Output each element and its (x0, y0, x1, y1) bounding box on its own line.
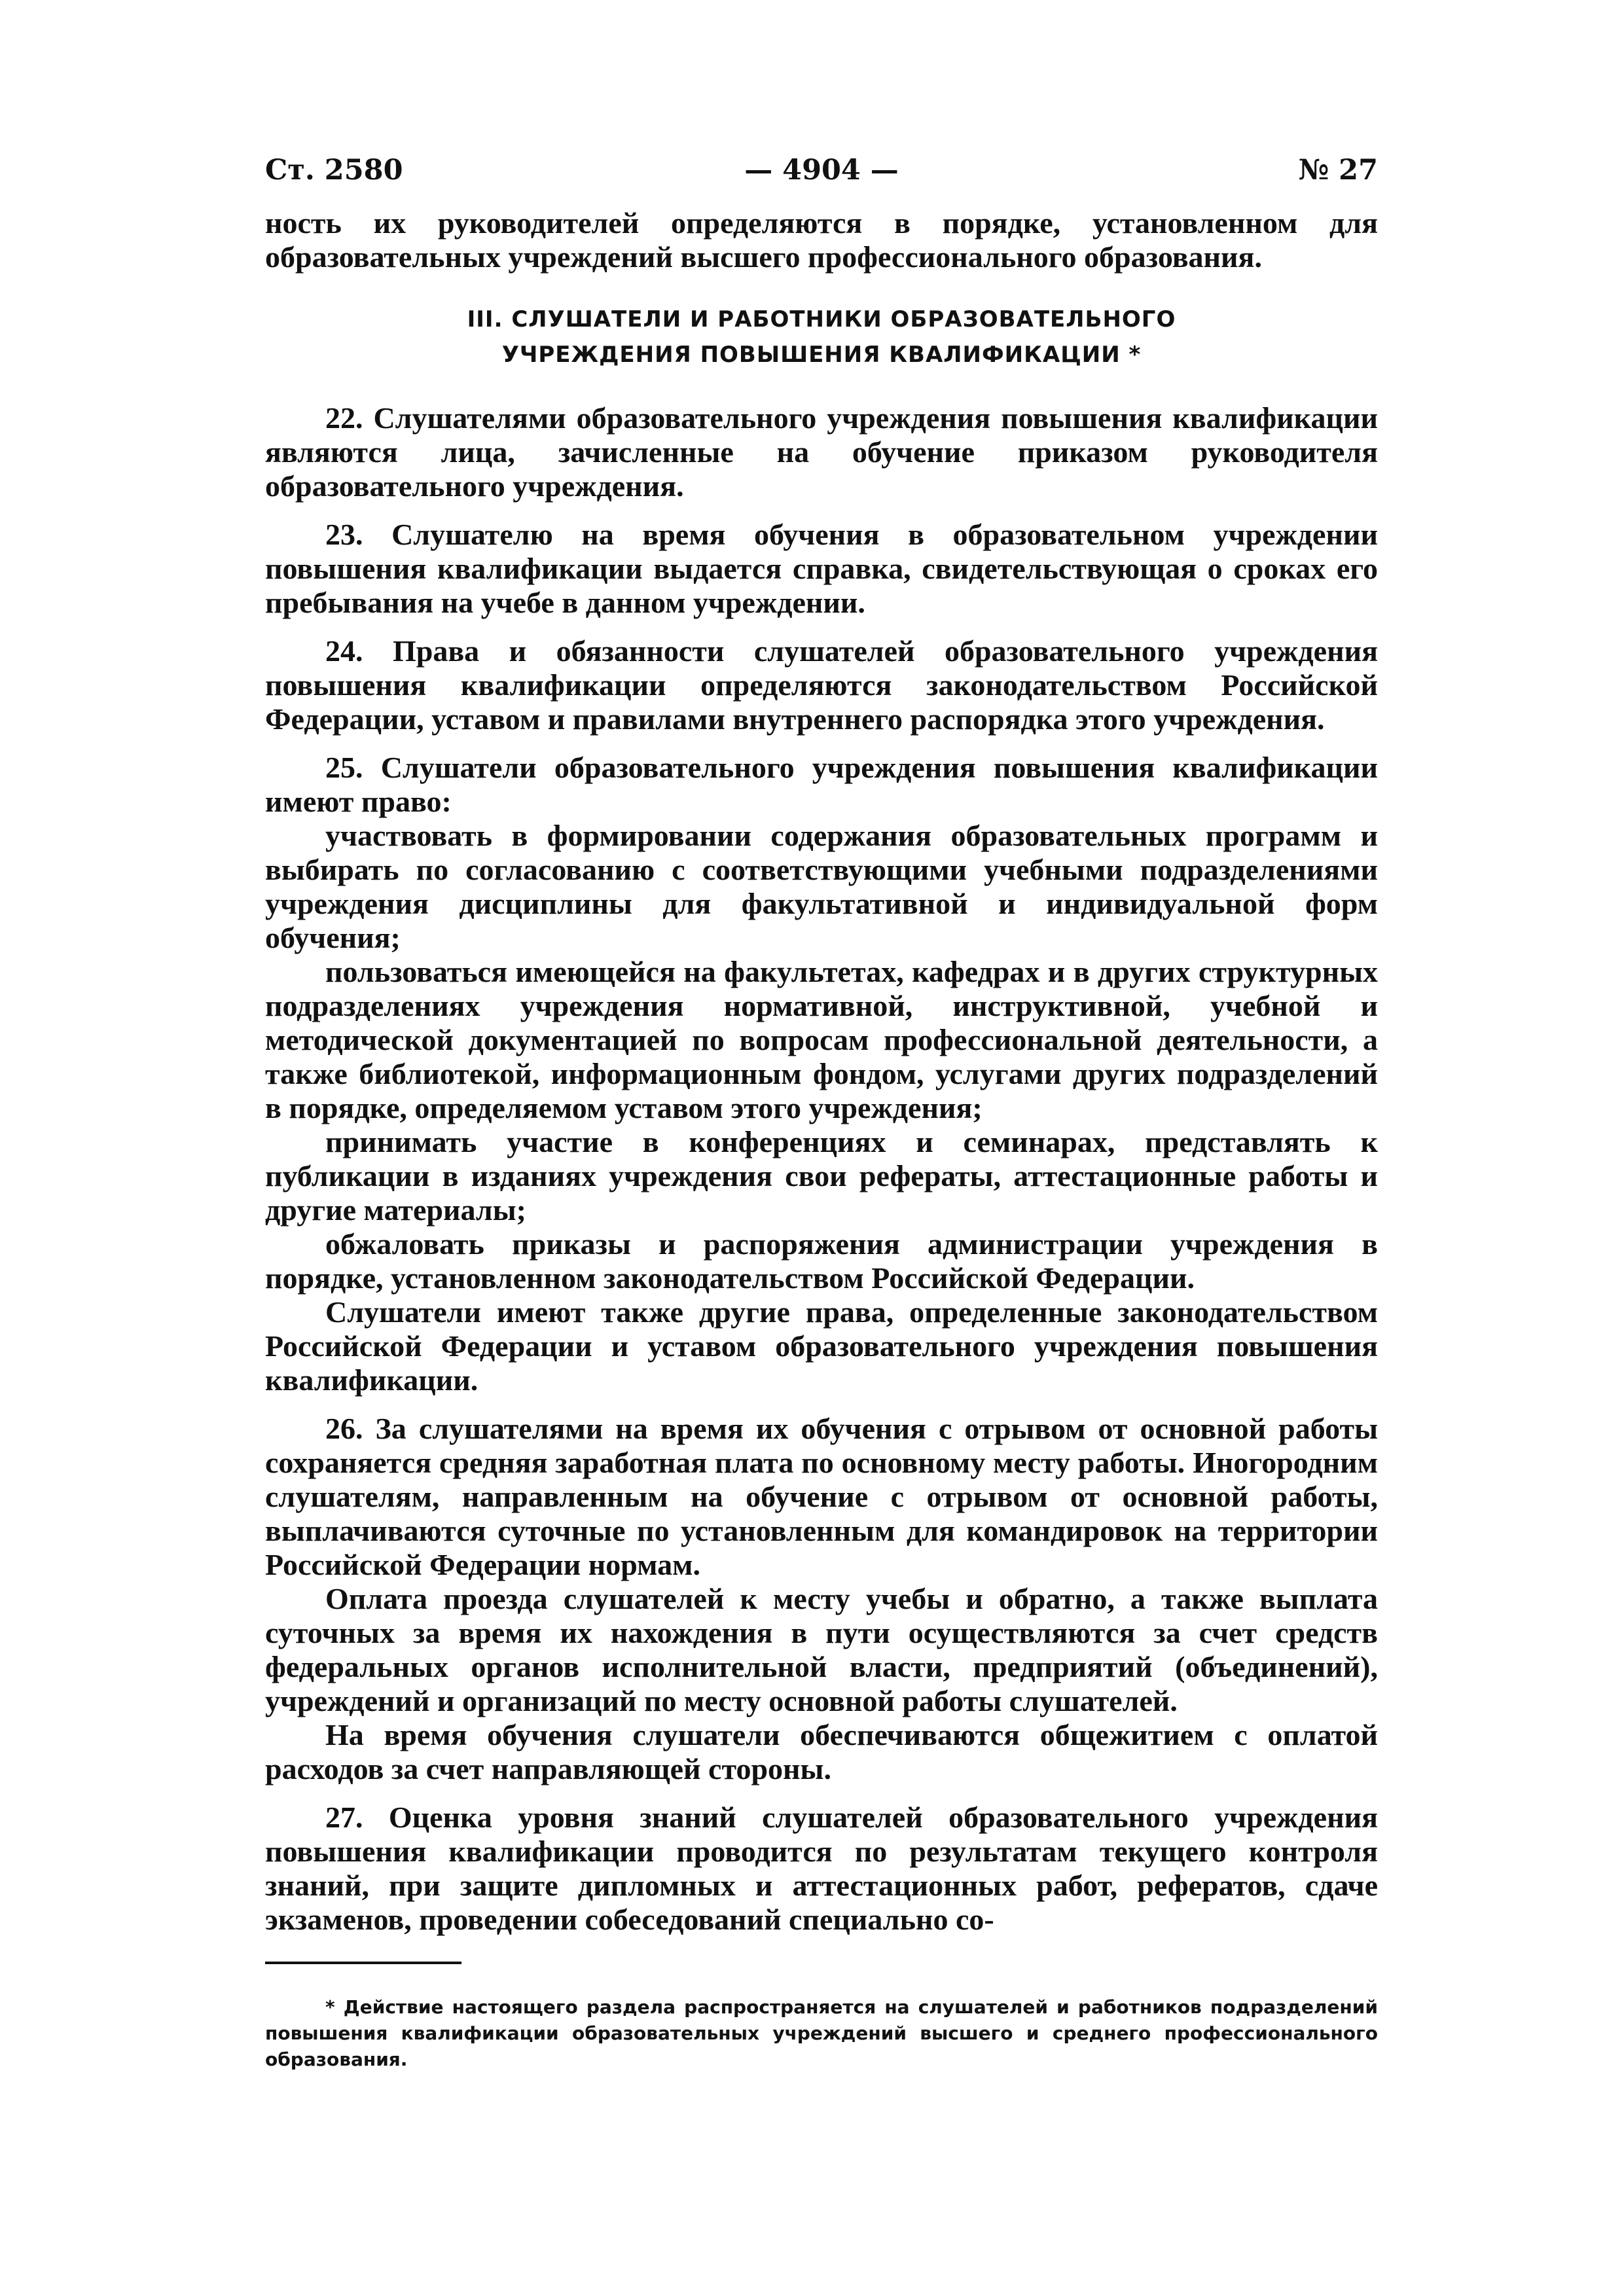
paragraph-27: 27. Оценка уровня знаний слушателей образовательного учреждения повышения квалификации проводится по результатам текущего контроля знаний, при защите дипломных и аттестационных работ, рефератов, сдаче экзаменов, проведении собеседований специально со- (265, 1801, 1378, 1936)
paragraph-25-item-2: пользоваться имеющейся на факультетах, кафедрах и в других структурных подразделениях учреждения нормативной, инструктивной, учебной и методической документацией по вопросам профессиональной деятельности, а также библиотекой, информационным фондом, услугами других подразделений в порядке, определяемом уставом этого учреждения; (265, 955, 1378, 1124)
paragraph-25-item-1: участвовать в формировании содержания образовательных программ и выбирать по согласованию с соответствующими учебными подразделениями учреждения дисциплины для факультативной и индивидуальной форм обучения; (265, 819, 1378, 954)
paragraph-26-housing: На время обучения слушатели обеспечиваются общежитием с оплатой расходов за счет направляющей стороны. (265, 1718, 1378, 1785)
issue-number: № 27 (1298, 154, 1378, 187)
footnote: * Действие настоящего раздела распространяется на слушателей и работников подразделений повышения квалификации образовательных учреждений высшего и среднего профессионального образования. (265, 1996, 1378, 2070)
section-title-line-1: III. СЛУШАТЕЛИ И РАБОТНИКИ ОБРАЗОВАТЕЛЬНОГО (467, 306, 1176, 332)
paragraph-25-note: Слушатели имеют также другие права, определенные законодательством Российской Федерации и уставом образовательного учреждения повышения квалификации. (265, 1295, 1378, 1397)
article-number: Ст. 2580 (265, 154, 403, 187)
paragraph-25-item-3: принимать участие в конференциях и семинарах, представлять к публикации в изданиях учреждения свои рефераты, аттестационные работы и другие материалы; (265, 1125, 1378, 1227)
page-header (265, 147, 1378, 206)
section-title-line-2: УЧРЕЖДЕНИЯ ПОВЫШЕНИЯ КВАЛИФИКАЦИИ * (501, 342, 1142, 368)
footnote-divider (265, 1962, 461, 1964)
page-number: — 4904 — (744, 154, 899, 187)
document-page (265, 147, 1378, 2073)
paragraph-26-payment: Оплата проезда слушателей к месту учебы и обратно, а также выплата суточных за время их нахождения в пути осуществляются за счет средств федеральных органов исполнительной власти, предприятий (объединений), учреждений и организаций по месту основной работы слушателей. (265, 1582, 1378, 1717)
paragraph-26: 26. За слушателями на время их обучения с отрывом от основной работы сохраняется средняя заработная плата по основному месту работы. Иногородним слушателям, направленным на обучение с отрывом от основной работы, выплачиваются суточные по установленным для командировок на территории Российской Федерации нормам. (265, 1412, 1378, 1581)
section-title (265, 302, 1378, 372)
paragraph-23: 23. Слушателю на время обучения в образовательном учреждении повышения квалификации выдается справка, свидетельствующая о сроках его пребывания на учебе в данном учреждении. (265, 518, 1378, 619)
paragraph-25-item-4: обжаловать приказы и распоряжения администрации учреждения в порядке, установленном законодательством Российской Федерации. (265, 1227, 1378, 1295)
paragraph-25: 25. Слушатели образовательного учреждения повышения квалификации имеют право: (265, 751, 1378, 818)
paragraph-24: 24. Права и обязанности слушателей образовательного учреждения повышения квалификации определяются законодательством Российской Федерации, уставом и правилами внутреннего распорядка этого учреждения. (265, 634, 1378, 736)
paragraph-22: 22. Слушателями образовательного учреждения повышения квалификации являются лица, зачисленные на обучение приказом руководителя образовательного учреждения. (265, 401, 1378, 503)
body-text (265, 206, 1378, 1937)
intro-paragraph: ность их руководителей определяются в порядке, установленном для образовательных учреждений высшего профессионального образования. (265, 206, 1378, 274)
